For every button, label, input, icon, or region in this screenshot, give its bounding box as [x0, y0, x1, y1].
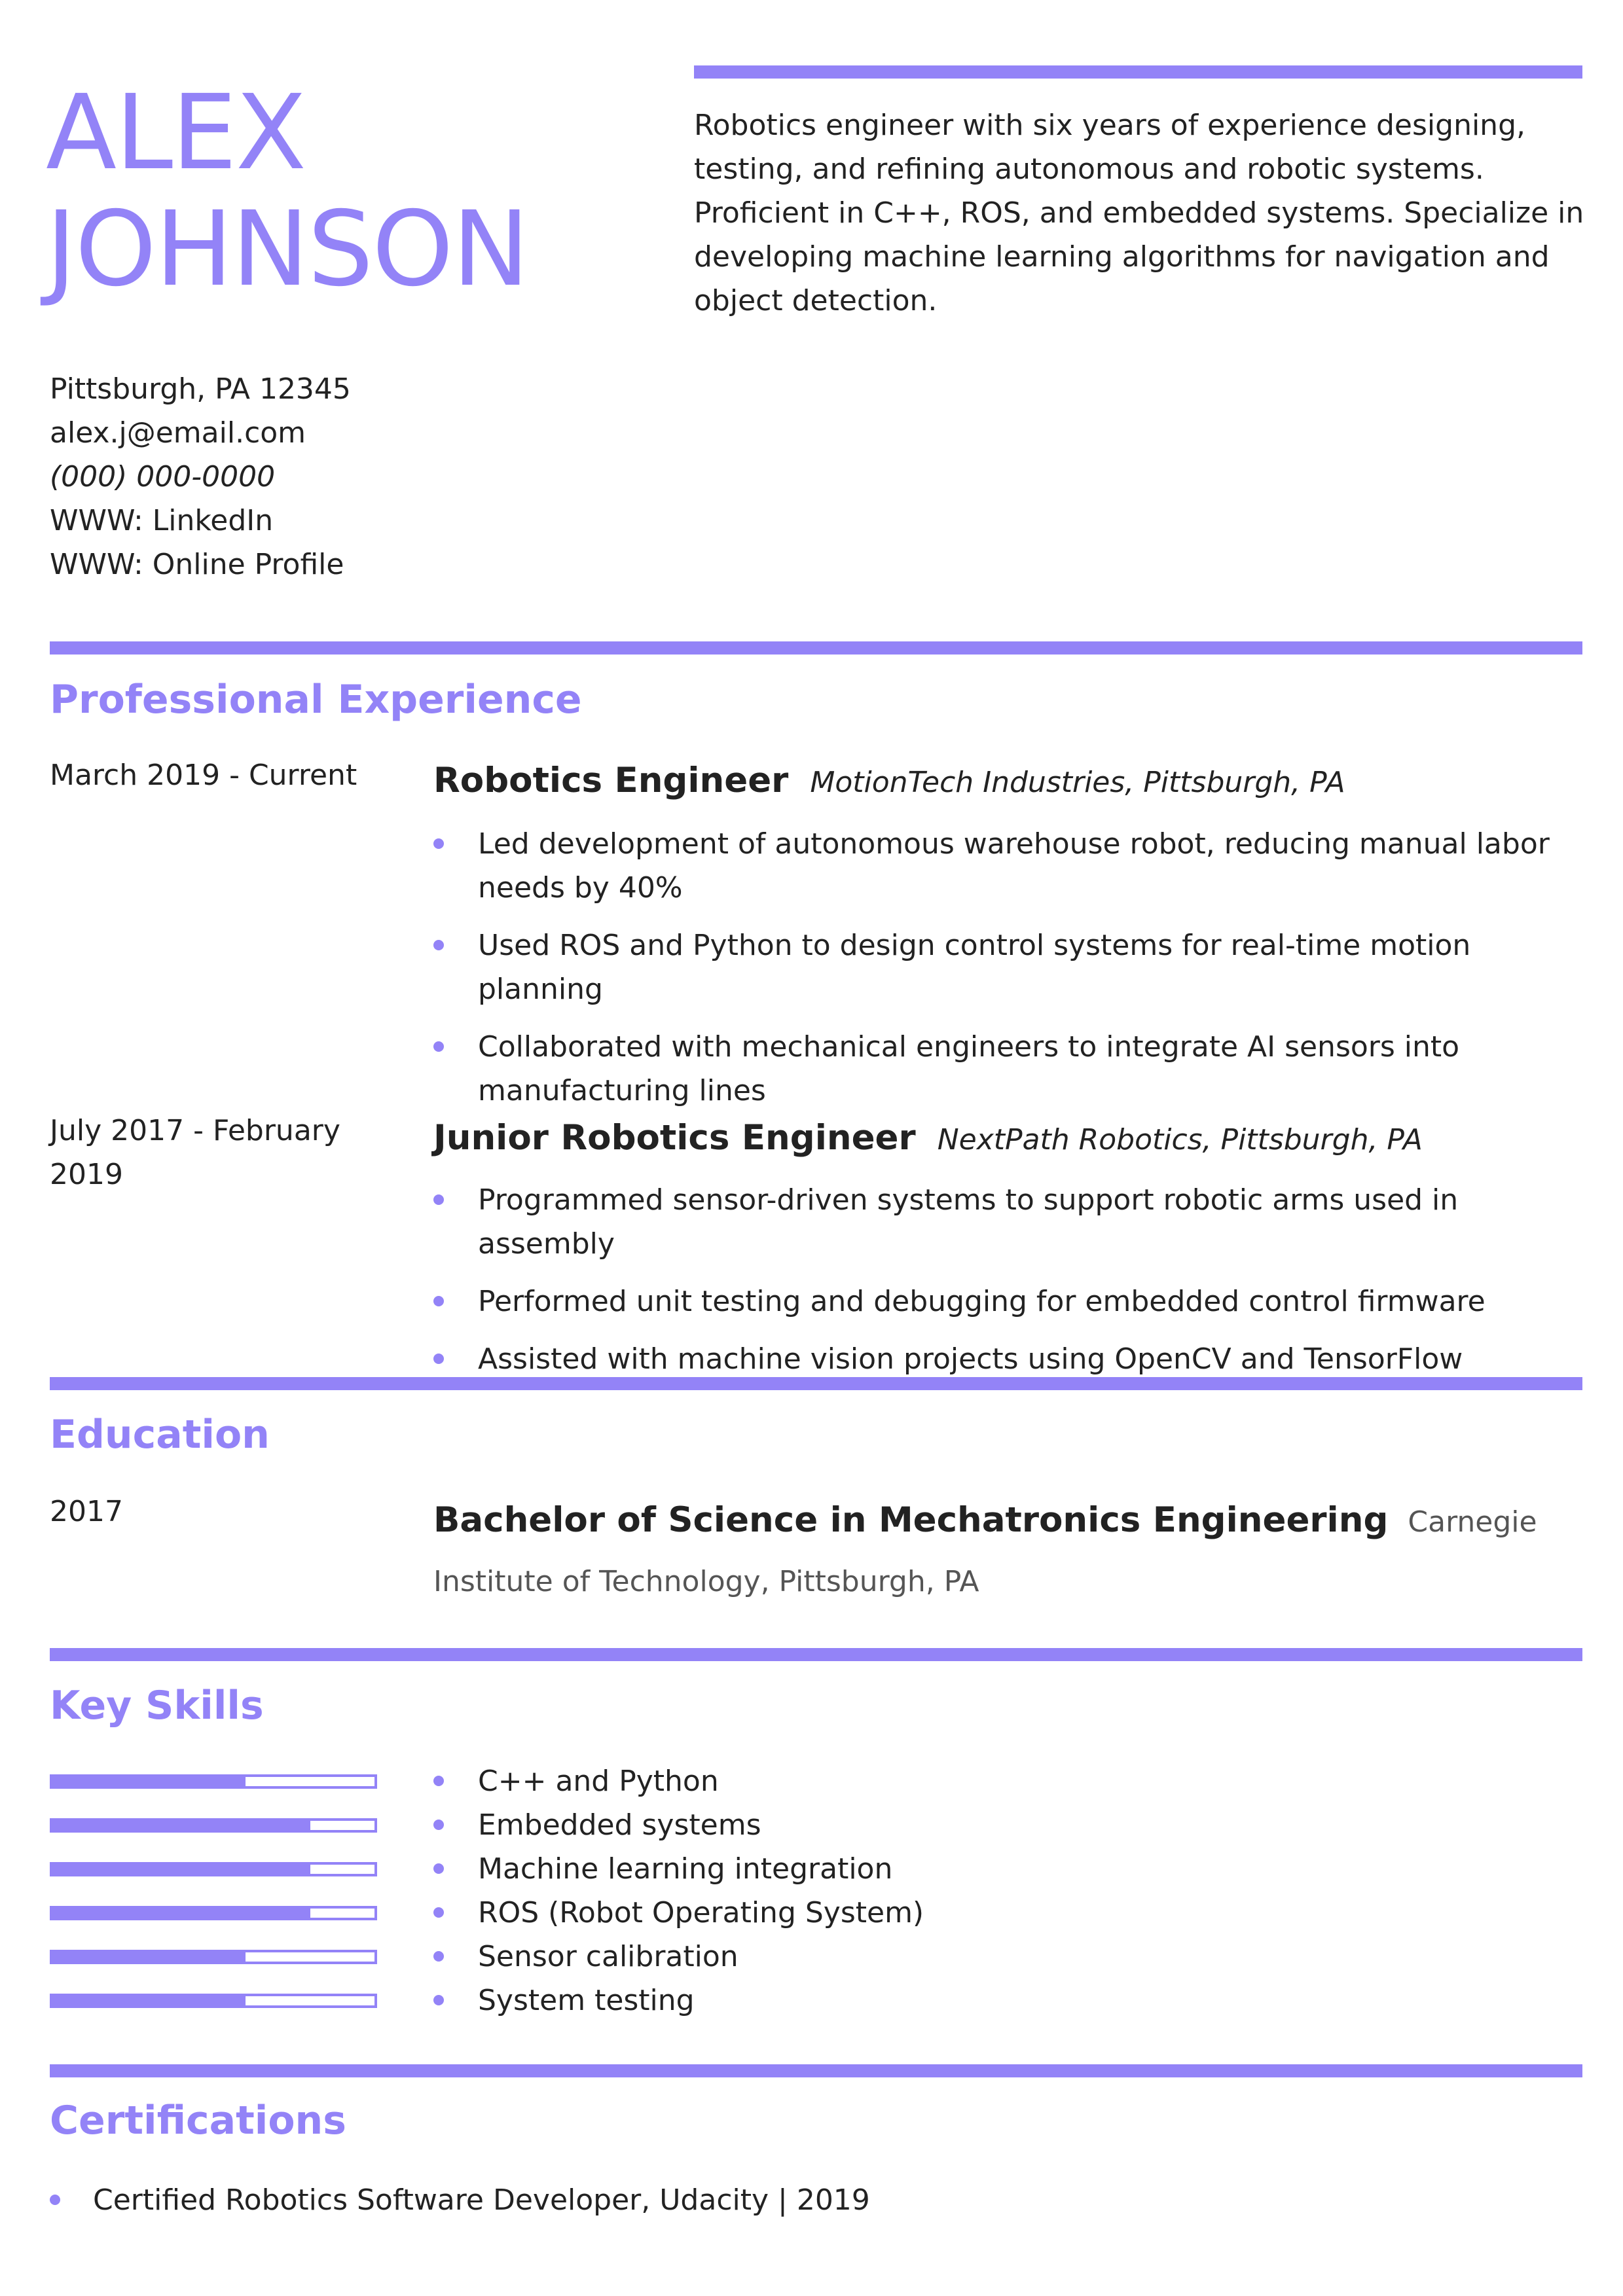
education-entry [433, 1494, 1586, 1615]
section-divider [50, 641, 1582, 655]
contact-profile-link[interactable]: WWW: Online Profile [50, 548, 344, 581]
job-bullets [433, 1178, 1586, 1395]
section-divider [50, 2064, 1582, 2077]
job-header [433, 1118, 1423, 1158]
header-accent-bar [694, 65, 1582, 79]
certification-item: Certified Robotics Software Developer, Udacity | 2019 [50, 2178, 870, 2222]
job-bullets [433, 822, 1586, 1126]
skill-level-fill [52, 1865, 310, 1874]
job-bullet: Used ROS and Python to design control systems for real-time motion planning [433, 924, 1586, 1011]
contact-location: Pittsburgh, PA 12345 [50, 372, 351, 406]
skill-item: Sensor calibration [433, 1935, 924, 1979]
contact-linkedin-link[interactable]: WWW: LinkedIn [50, 504, 274, 537]
contact-phone[interactable]: (000) 000-0000 [50, 460, 276, 493]
skill-level-fill [52, 1821, 310, 1830]
skill-item: ROS (Robot Operating System) [433, 1891, 924, 1935]
certifications-list [50, 2178, 870, 2222]
skills-list [433, 1759, 924, 2022]
skill-level-fill [52, 1777, 246, 1786]
job-dates: March 2019 - Current [50, 759, 357, 792]
job-title: Junior Robotics Engineer [433, 1118, 916, 1158]
skill-level-fill [52, 1952, 246, 1962]
job-bullet: Assisted with machine vision projects using OpenCV and TensorFlow [433, 1337, 1586, 1381]
job-bullet: Collaborated with mechanical engineers to integrate AI sensors into manufacturing lines [433, 1025, 1586, 1113]
skill-level-fill [52, 1909, 310, 1918]
skill-level-bar [50, 1950, 377, 1964]
job-dates: July 2017 - February 2019 [50, 1114, 340, 1191]
job-bullet: Programmed sensor-driven systems to support robotic arms used in assembly [433, 1178, 1586, 1266]
education-school: Carnegie Institute of Technology, Pittsburgh, PA [433, 1505, 1537, 1598]
education-degree: Bachelor of Science in Mechatronics Engineering [433, 1500, 1389, 1540]
skill-level-bar [50, 1994, 377, 2008]
skill-item: Embedded systems [433, 1803, 924, 1847]
job-bullet: Performed unit testing and debugging for embedded control firmware [433, 1280, 1586, 1323]
name-first: ALEX [46, 73, 306, 193]
certifications-section-title: Certifications [50, 2098, 346, 2144]
contact-list [50, 367, 351, 586]
section-divider [50, 1648, 1582, 1661]
job-company: NextPath Robotics, Pittsburgh, PA [937, 1123, 1423, 1157]
skill-level-bar [50, 1818, 377, 1833]
skill-level-fill [52, 1996, 246, 2005]
job-bullet: Led development of autonomous warehouse robot, reducing manual labor needs by 40% [433, 822, 1586, 910]
skill-level-bar [50, 1906, 377, 1920]
education-year: 2017 [50, 1495, 123, 1528]
skill-item: Machine learning integration [433, 1847, 924, 1891]
section-divider [50, 1377, 1582, 1390]
job-title: Robotics Engineer [433, 761, 789, 800]
skill-level-bar [50, 1862, 377, 1876]
job-header [433, 763, 1345, 798]
summary-text: Robotics engineer with six years of experience designing, testing, and refining autonomous and robotic systems. Proficient in C++, ROS, and embedded systems. Specialize in developing machine learning algorithms for navigation and object detection. [694, 109, 1584, 317]
experience-section-title: Professional Experience [50, 677, 582, 723]
job-company: MotionTech Industries, Pittsburgh, PA [810, 766, 1345, 799]
name-last: JOHNSON [46, 189, 528, 310]
skill-level-bar [50, 1774, 377, 1789]
skills-section-title: Key Skills [50, 1683, 264, 1729]
skill-item: System testing [433, 1979, 924, 2022]
skill-item: C++ and Python [433, 1759, 924, 1803]
contact-email[interactable]: alex.j@email.com [50, 416, 306, 450]
education-section-title: Education [50, 1412, 270, 1458]
